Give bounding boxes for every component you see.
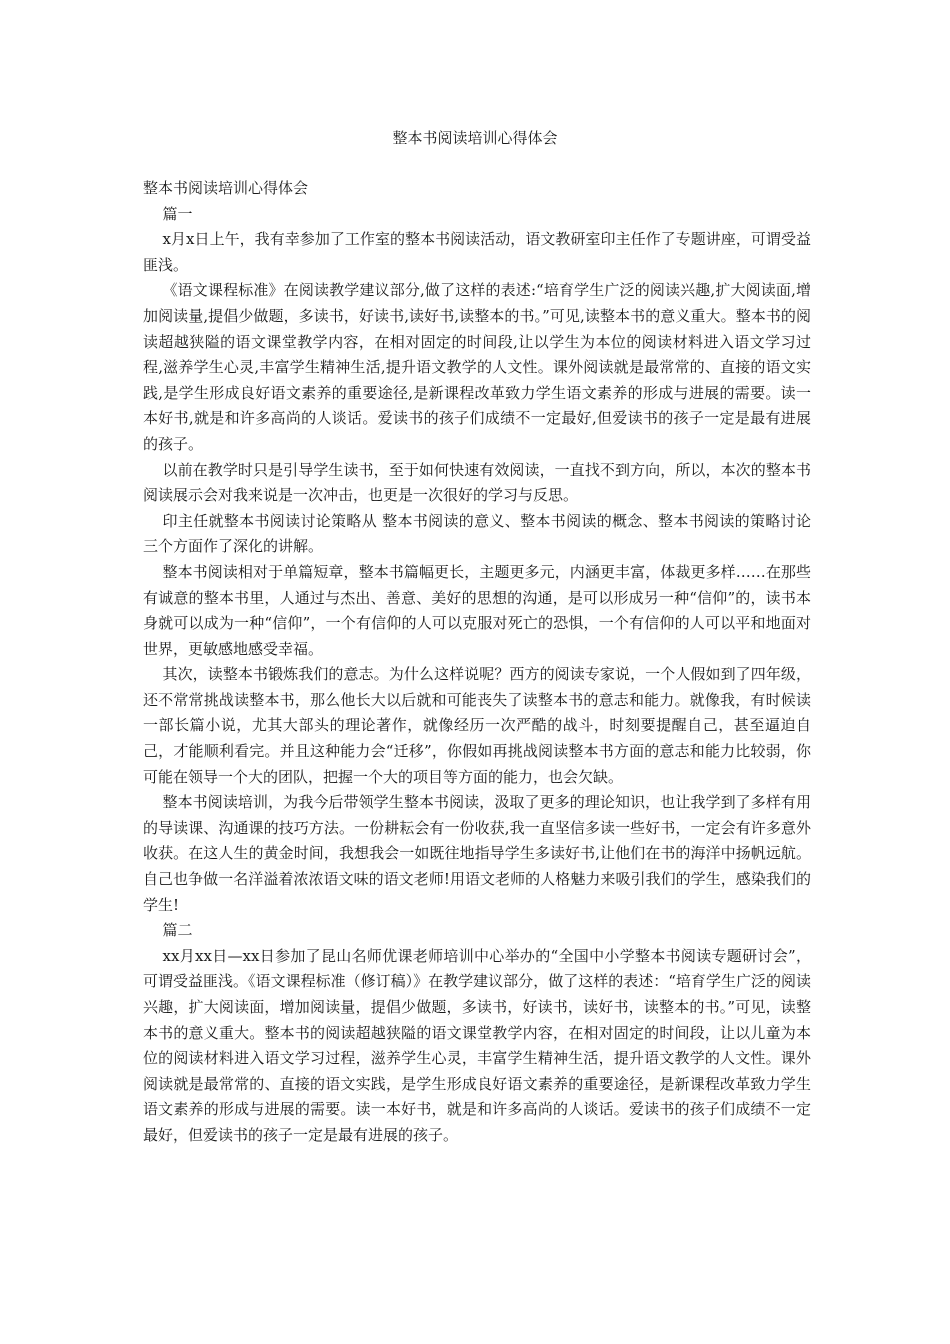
document-body xyxy=(143,176,811,1149)
paragraph: 整本书阅读培训，为我今后带领学生整本书阅读，汲取了更多的理论知识，也让我学到了多样有用的导读课、沟通课的技巧方法。一份耕耘会有一份收获,我一直坚信多读一些好书，一定会有许多意外收获。在这人生的黄金时间，我想我会一如既往地指导学生多读好书,让他们在书的海洋中扬帆远航。自己也争做一名洋溢着浓浓语文味的语文老师!用语文老师的人格魅力来吸引我们的学生，感染我们的学生! xyxy=(143,793,811,914)
paragraph: x月x日上午，我有幸参加了工作室的整本书阅读活动，语文教研室印主任作了专题讲座，可谓受益匪浅。 xyxy=(143,230,811,274)
document-title: 整本书阅读培训心得体会 xyxy=(392,129,558,147)
paragraph: xx月xx日—xx日参加了昆山名师优课老师培训中心举办的“全国中小学整本书阅读专题研讨会”，可谓受益匪浅。《语文课程标准（修订稿）》在教学建议部分，做了这样的表述：“培育学生广泛的阅读兴趣，扩大阅读面，增加阅读量，提倡少做题，多读书，好读书，读好书，读整本的书。”可见，读整本书的意义重大。整本书的阅读超越狭隘的语文课堂教学内容，在相对固定的时间段，让以儿童为本位的阅读材料进入语文学习过程，滋养学生心灵，丰富学生精神生活，提升语文教学的人文性。课外阅读就是最常常的、直接的语文实践，是学生形成良好语文素养的重要途径，是新课程改革致力学生语文素养的形成与进展的需要。读一本好书，就是和许多高尚的人谈话。爱读书的孩子们成绩不一定最好，但爱读书的孩子一定是最有进展的孩子。 xyxy=(143,946,811,1144)
paragraph: 整本书阅读相对于单篇短章，整本书篇幅更长，主题更多元，内涵更丰富，体裁更多样……在那些有诚意的整本书里，人通过与杰出、善意、美好的思想的沟通，是可以形成另一种“信仰”的，读书本身就可以成为一种“信仰”，一个有信仰的人可以克服对死亡的恐惧，一个有信仰的人可以平和地面对世界，更敏感地感受幸福。 xyxy=(143,562,811,658)
paragraph: 《语文课程标准》在阅读教学建议部分,做了这样的表述:“培育学生广泛的阅读兴趣,扩大阅读面,增加阅读量,提倡少做题，多读书，好读书,读好书,读整本的书。”可见,读整本书的意义重大。整本书的阅读超越狭隘的语文课堂教学内容，在相对固定的时间段,让以学生为本位的阅读材料进入语文学习过程,滋养学生心灵,丰富学生精神生活,提升语文教学的人文性。课外阅读就是最常常的、直接的语文实践,是学生形成良好语文素养的重要途径,是新课程改革致力学生语文素养的形成与进展的需要。读一本好书,就是和许多高尚的人谈话。爱读书的孩子们成绩不一定最好,但爱读书的孩子一定是最有进展的孩子。 xyxy=(143,281,811,453)
section-label-1: 篇一 xyxy=(162,204,193,223)
paragraph: 印主任就整本书阅读讨论策略从 整本书阅读的意义、整本书阅读的概念、整本书阅读的策略讨论 三个方面作了深化的讲解。 xyxy=(143,511,811,556)
section-label-2: 篇二 xyxy=(162,921,193,940)
paragraph: 以前在教学时只是引导学生读书，至于如何快速有效阅读，一直找不到方向，所以，本次的整本书阅读展示会对我来说是一次冲击，也更是一次很好的学习与反思。 xyxy=(143,460,811,505)
document-subtitle: 整本书阅读培训心得体会 xyxy=(143,179,309,197)
paragraph: 其次，读整本书锻炼我们的意志。为什么这样说呢？西方的阅读专家说，一个人假如到了四年级，还不常常挑战读整本书，那么他长大以后就和可能丧失了读整本书的意志和能力。就像我，有时候读一部长篇小说，尤其大部头的理论著作，就像经历一次严酷的战斗，时刻要提醒自己，甚至逼迫自己，才能顺利看完。并且这种能力会“迁移”，你假如再挑战阅读整本书方面的意志和能力比较弱，你可能在领导一个大的团队，把握一个大的项目等方面的能力，也会欠缺。 xyxy=(143,665,811,786)
